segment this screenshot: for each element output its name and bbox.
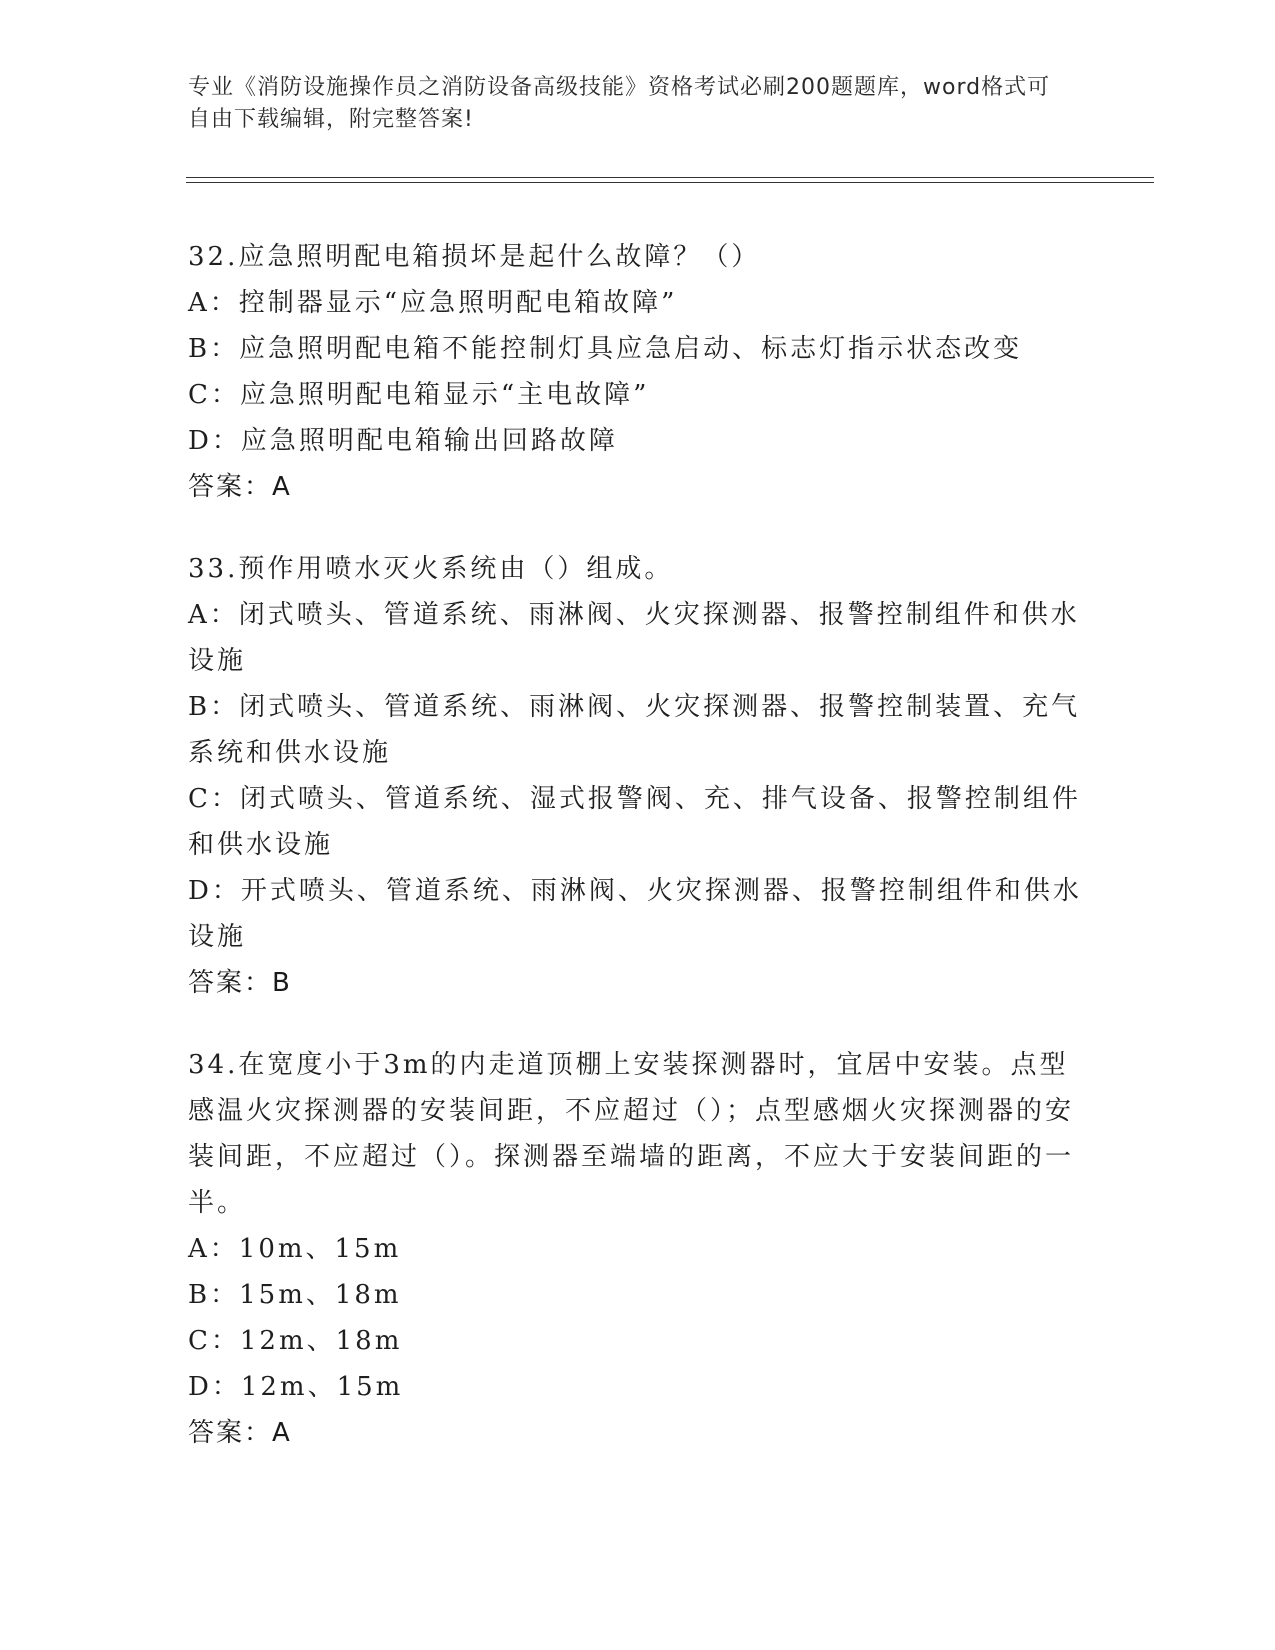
option-a: A：闭式喷头、管道系统、雨淋阀、火灾探测器、报警控制组件和供水设施 bbox=[188, 600, 1080, 676]
question-33 bbox=[188, 546, 1088, 1006]
question-stem: 34.在宽度小于3m的内走道顶棚上安装探测器时，宜居中安装。点型感温火灾探测器的安装间距，不应超过（）；点型感烟火灾探测器的安装间距，不应超过（）。探测器至端墙的距离，不应大于安装间距的一半。 bbox=[188, 1050, 1075, 1218]
option-d: D：12m、15m bbox=[188, 1372, 404, 1402]
option-c: C：应急照明配电箱显示“主电故障” bbox=[188, 380, 650, 410]
option-c: C：闭式喷头、管道系统、湿式报警阀、充、排气设备、报警控制组件和供水设施 bbox=[188, 784, 1081, 860]
option-b: B：15m、18m bbox=[188, 1280, 402, 1310]
document-header: 专业《消防设施操作员之消防设备高级技能》资格考试必刷200题题库，word格式可自由下载编辑，附完整答案! bbox=[188, 75, 1051, 132]
question-list bbox=[188, 234, 1088, 1492]
question-stem: 33.预作用喷水灭火系统由（）组成。 bbox=[188, 554, 674, 584]
option-b: B：应急照明配电箱不能控制灯具应急启动、标志灯指示状态改变 bbox=[188, 334, 1023, 364]
option-d: D：开式喷头、管道系统、雨淋阀、火灾探测器、报警控制组件和供水设施 bbox=[188, 876, 1082, 952]
option-b: B：闭式喷头、管道系统、雨淋阀、火灾探测器、报警控制装置、充气系统和供水设施 bbox=[188, 692, 1081, 768]
answer-label: 答案：A bbox=[188, 1418, 292, 1448]
answer-label: 答案：B bbox=[188, 968, 292, 998]
option-a: A：10m、15m bbox=[188, 1234, 402, 1264]
header-divider-bottom bbox=[186, 182, 1154, 183]
question-34 bbox=[188, 1042, 1088, 1456]
question-stem: 32.应急照明配电箱损坏是起什么故障？（） bbox=[188, 242, 761, 272]
answer-label: 答案：A bbox=[188, 472, 292, 502]
header-divider-top bbox=[186, 177, 1154, 178]
option-c: C：12m、18m bbox=[188, 1326, 403, 1356]
question-32 bbox=[188, 234, 1088, 510]
option-a: A：控制器显示“应急照明配电箱故障” bbox=[188, 288, 678, 318]
option-d: D：应急照明配电箱输出回路故障 bbox=[188, 426, 618, 456]
